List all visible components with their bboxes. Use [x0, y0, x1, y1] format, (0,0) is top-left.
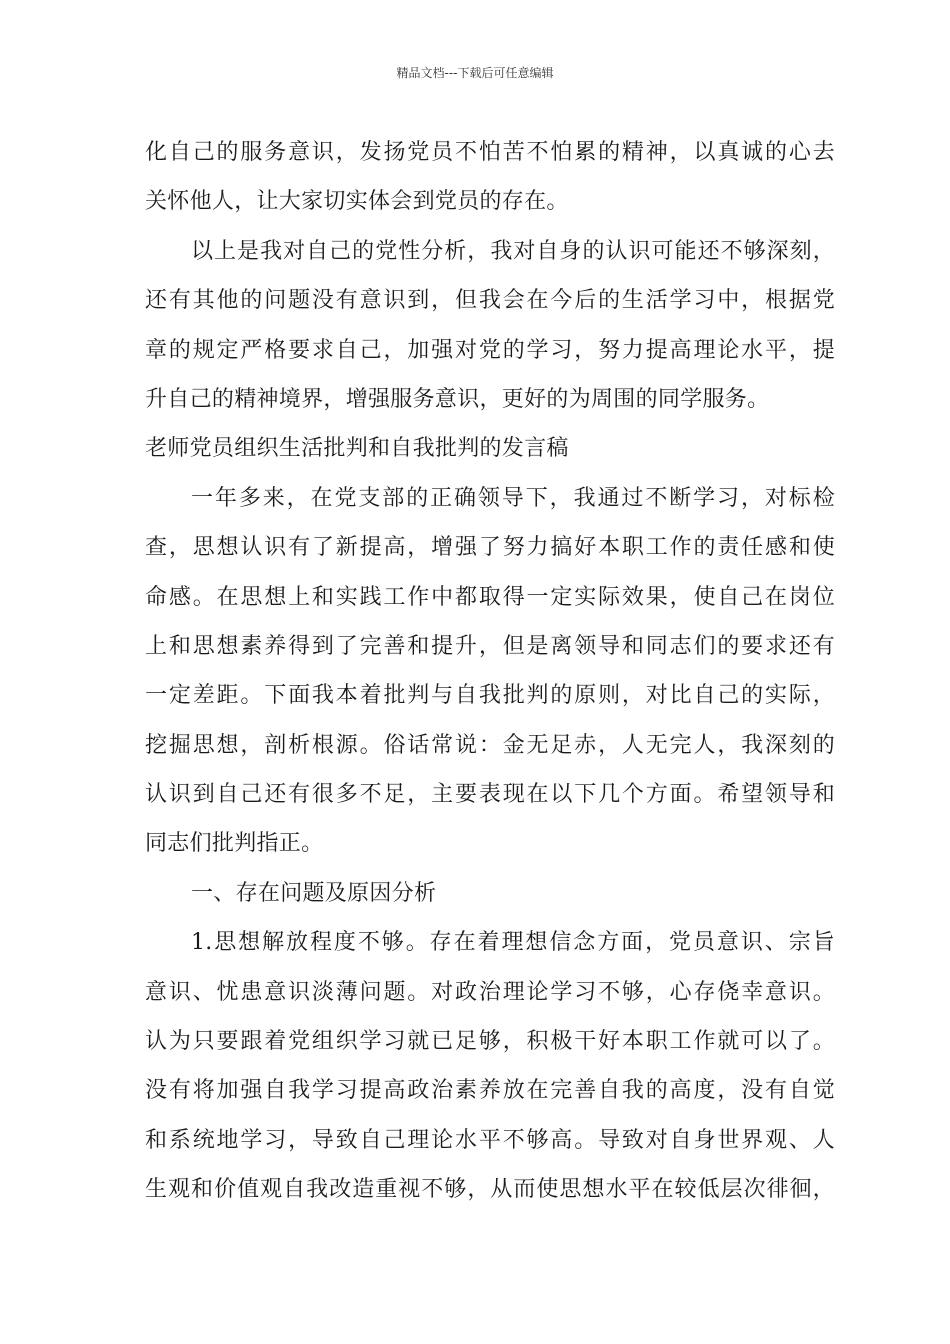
- paragraph-first-line: 一年多来，在党支部的正确领导下，我通过不断学习，对标检: [191, 485, 835, 511]
- text-line: 上和思想素养得到了完善和提升，但是离领导和同志们的要求还有: [145, 633, 835, 659]
- text-line: 章的规定严格要求自己，加强对党的学习，努力提高理论水平，提: [145, 337, 835, 363]
- text-line: 命感。在思想上和实践工作中都取得一定实际效果，使自己在岗位: [145, 584, 835, 610]
- text-line: 同志们批判指正。: [145, 831, 324, 857]
- section-heading: 一、存在问题及原因分析: [191, 880, 437, 906]
- text-line: 关怀他人，让大家切实体会到党员的存在。: [145, 189, 569, 215]
- text-line: 没有将加强自我学习提高政治素养放在完善自我的高度，没有自觉: [145, 1078, 835, 1104]
- text-line: 升自己的精神境界，增强服务意识，更好的为周围的同学服务。: [145, 386, 770, 412]
- text-line: 查，思想认识有了新提高，增强了努力搞好本职工作的责任感和使: [145, 535, 835, 561]
- paragraph-first-line: 以上是我对自己的党性分析，我对自身的认识可能还不够深刻，: [191, 238, 835, 264]
- text-line: 意识、忧患意识淡薄问题。对政治理论学习不够，心存侥幸意识。: [145, 979, 835, 1005]
- section-title: 老师党员组织生活批判和自我批判的发言稿: [145, 436, 569, 462]
- text-line: 和系统地学习，导致自己理论水平不够高。导致对自身世界观、人: [145, 1127, 835, 1153]
- text-line: 认识到自己还有很多不足，主要表现在以下几个方面。希望领导和: [145, 782, 835, 808]
- text-line: 一定差距。下面我本着批判与自我批判的原则，对比自己的实际，: [145, 683, 835, 709]
- paragraph-first-line: 1.思想解放程度不够。存在着理想信念方面，党员意识、宗旨: [191, 930, 835, 956]
- document-body: [145, 128, 835, 1215]
- page-header: 精品文档---下载后可任意编辑: [396, 66, 554, 80]
- text-line: 还有其他的问题没有意识到，但我会在今后的生活学习中，根据党: [145, 288, 835, 314]
- text-line: 挖掘思想，剖析根源。俗话常说：金无足赤，人无完人，我深刻的: [145, 732, 835, 758]
- text-line: 认为只要跟着党组织学习就已足够，积极干好本职工作就可以了。: [145, 1029, 835, 1055]
- text-line: 化自己的服务意识，发扬党员不怕苦不怕累的精神，以真诚的心去: [145, 140, 835, 165]
- text-line: 生观和价值观自我改造重视不够，从而使思想水平在较低层次徘徊，: [145, 1177, 835, 1203]
